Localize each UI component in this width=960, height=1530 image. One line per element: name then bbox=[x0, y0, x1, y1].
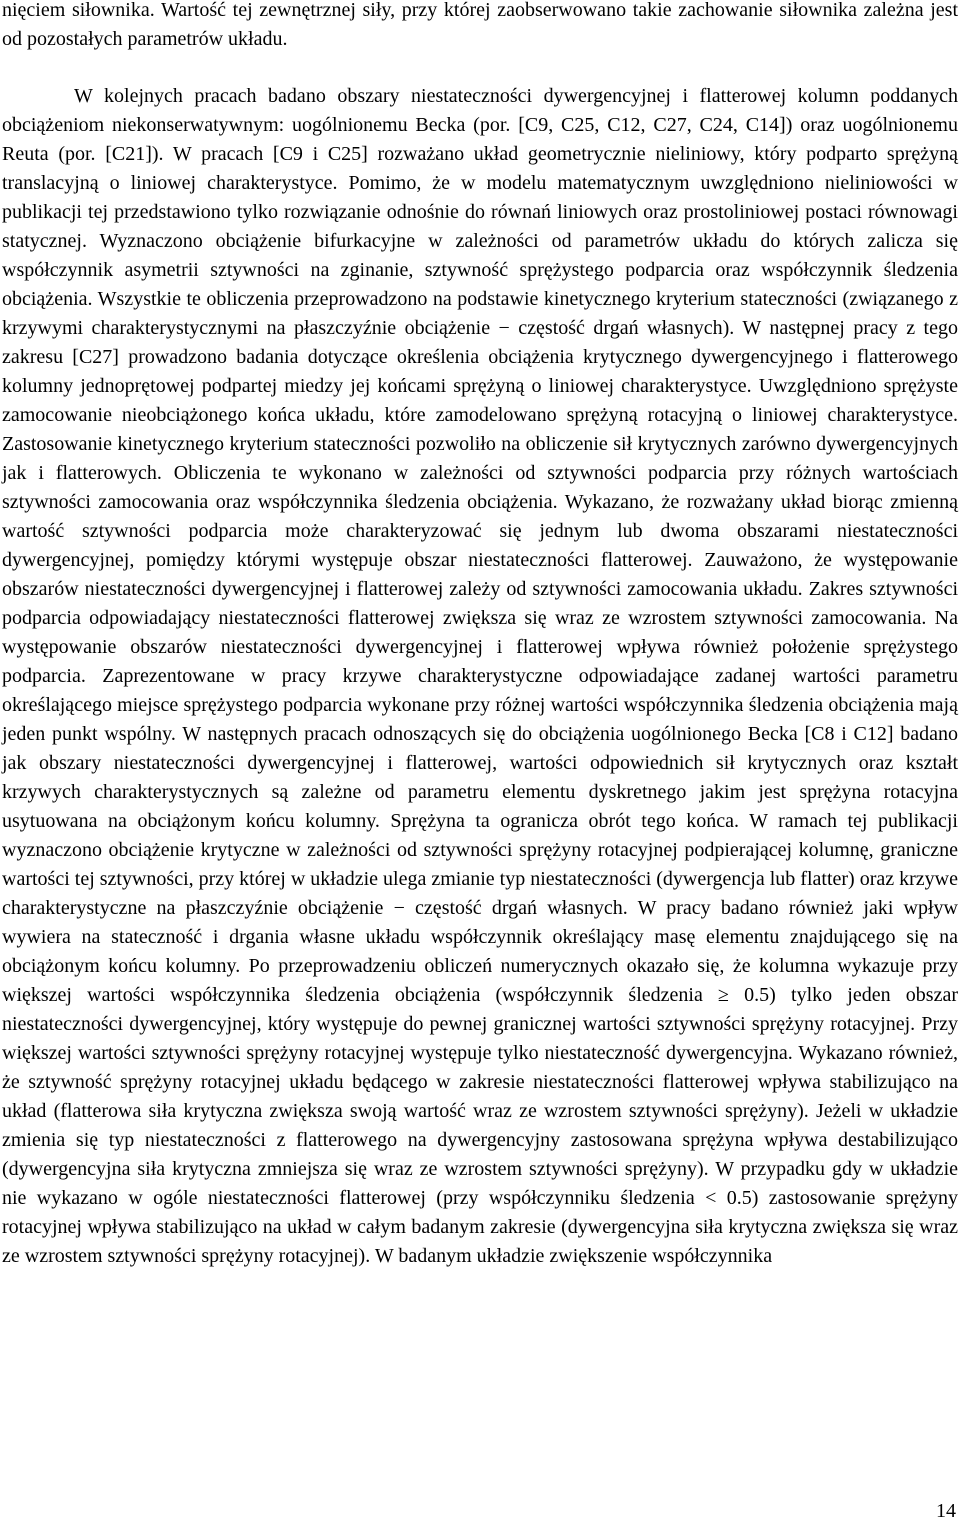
body-paragraph: W kolejnych pracach badano obszary niestateczności dywergencyjnej i flatterowej kolumn poddanych obciążeniom niekonserwatywnym: uogólnionemu Becka (por. [C9, C25, C12, C27, C24, C14]) oraz uogólnionemu Reuta (por. [C21]). W pracach [C9 i C25] rozważano układ geometrycznie nieliniowy, który podparto sprężyną translacyjną o liniowej charakterystyce. Pomimo, że w modelu matematycznym uwzględniono nieliniowości w publikacji tej przedstawiono tylko rozwiązanie odnośnie do równań liniowych oraz prostoliniowej postaci równowagi statycznej. Wyznaczono obciążenie bifurkacyjne w zależności od parametrów układu do których zalicza się współczynnik asymetrii sztywności na zginanie, sztywność sprężystego podparcia oraz współczynnik śledzenia obciążenia. Wszystkie te obliczenia przeprowadzono na podstawie kinetycznego kryterium stateczności (związanego z krzywymi charakterystycznymi na płaszczyźnie obciążenie − częstość drgań własnych). W następnej pracy z tego zakresu [C27] prowadzono badania dotyczące określenia obciążenia krytycznego dywergencyjnego i flatterowego kolumny jednoprętowej podpartej miedzy jej końcami sprężyną o liniowej charakterystyce. Uwzględniono sprężyste zamocowanie nieobciążonego końca układu, które zamodelowano sprężyną rotacyjną o liniowej charakterystyce. Zastosowanie kinetycznego kryterium stateczności pozwoliło na obliczenie sił krytycznych zarówno dywergencyjnych jak i flatterowych. Obliczenia te wykonano w zależności od sztywności podparcia przy różnych wartościach sztywności zamocowania oraz współczynnika śledzenia obciążenia. Wykazano, że rozważany układ biorąc zmienną wartość sztywności podparcia może charakteryzować się jednym lub dwoma obszarami niestateczności dywergencyjnej, pomiędzy którymi występuje obszar niestateczności flatterowej. Zauważono, że występowanie obszarów niestateczności dywergencyjnej i flatterowej zależy od sztywności zamocowania układu. Zakres sztywności podparcia odpowiadający niestateczności flatterowej zwiększa się wraz ze wzrostem sztywności zamocowania. Na występowanie obszarów niestateczności dywergencyjnej i flatterowej wpływa również położenie sprężystego podparcia. Zaprezentowane w pracy krzywe charakterystyczne odpowiadające zadanej wartości parametru określającego miejsce sprężystego podparcia wykonane przy różnej wartości współczynnika śledzenia obciążenia mają jeden punkt wspólny. W następnych pracach odnoszących się do obciążenia uogólnionego Becka [C8 i C12] badano jak obszary niestateczności dywergencyjnej i flatterowej, wartości odpowiednich sił krytycznych oraz kształt krzywych charakterystycznych są zależne od parametru elementu dyskretnego jakim jest sprężyna rotacyjna usytuowana na obciążonym końcu kolumny. Sprężyna ta ogranicza obrót tego końca. W ramach tej publikacji wyznaczono obciążenie krytyczne w zależności od sztywności sprężyny rotacyjnej podpierającej kolumnę, graniczne wartości tej sztywności, przy której w układzie ulega zmianie typ niestateczności (dywergencja lub flatter) oraz krzywe charakterystyczne na płaszczyźnie obciążenie − częstość drgań własnych. W pracy badano również jaki wpływ wywiera na stateczność i drgania własne układu współczynnik określający masę elementu znajdującego się na obciążonym końcu kolumny. Po przeprowadzeniu obliczeń numerycznych okazało się, że kolumna wykazuje przy większej wartości współczynnika śledzenia obciążenia (współczynnik śledzenia ≥ 0.5) tylko jeden obszar niestateczności dywergencyjnej, który występuje do pewnej granicznej wartości sztywności sprężyny rotacyjnej. Przy większej wartości sztywności sprężyny rotacyjnej występuje tylko niestateczność dywergencyjna. Wykazano również, że sztywność sprężyny rotacyjnej układu będącego w zakresie niestateczności flatterowej wpływa stabilizująco na układ (flatterowa siła krytyczna zwiększa swoją wartość wraz ze wzrostem sztywności sprężyny). Jeżeli w układzie zmienia się typ niestateczności z flatterowego na dywergencyjny zastosowana sprężyna wpływa destabilizująco (dywergencyjna siła krytyczna zmniejsza się wraz ze wzrostem sztywności sprężyny). W przypadku gdy w układzie nie wykazano w ogóle niestateczności flatterowej (przy współczynniku śledzenia < 0.5) zastosowanie sprężyny rotacyjnej wpływa stabilizująco na układ w całym badanym zakresie (dywergencyjna siła krytyczna zwiększa się wraz ze wzrostem sztywności sprężyny rotacyjnej). W badanym układzie zwiększenie współczynnika bbox=[2, 85, 958, 1267]
body-paragraph-continued: nięciem siłownika. Wartość tej zewnętrznej siły, przy której zaobserwowano takie zachowanie siłownika zależna jest od pozostałych parametrów układu. bbox=[2, 0, 958, 50]
page-number: 14 bbox=[936, 1500, 956, 1522]
